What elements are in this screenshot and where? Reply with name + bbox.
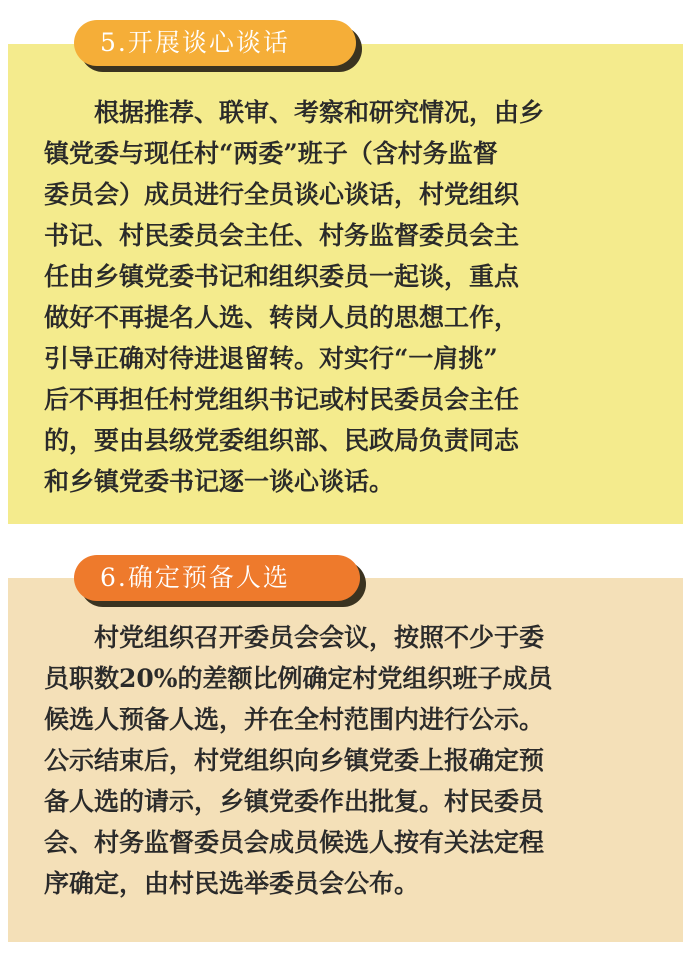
body-line: 引导正确对待进退留转。对实行“一肩挑” — [44, 344, 498, 373]
body-line: 员职数20%的差额比例确定村党组织班子成员 — [44, 664, 553, 693]
body-line: 序确定，由村民选举委员会公布。 — [44, 869, 420, 898]
body-line: 公示结束后，村党组织向乡镇党委上报确定预 — [44, 746, 545, 775]
body-line: 委员会）成员进行全员谈心谈话，村党组织 — [44, 180, 520, 209]
body-line: 任由乡镇党委书记和组织委员一起谈，重点 — [44, 262, 520, 291]
body-line: 镇党委与现任村“两委”班子（含村务监督 — [44, 139, 498, 168]
body-line: 书记、村民委员会主任、村务监督委员会主 — [44, 221, 520, 250]
body-line: 和乡镇党委书记逐一谈心谈话。 — [44, 467, 395, 496]
body-line: 候选人预备人选，并在全村范围内进行公示。 — [44, 705, 545, 734]
body-line: 做好不再提名人选、转岗人员的思想工作， — [44, 303, 520, 332]
body-line: 会、村务监督委员会成员候选人按有关法定程 — [44, 828, 545, 857]
section-title-5: 5.开展谈心谈话 — [74, 20, 356, 66]
body-line: 村党组织召开委员会会议，按照不少于委 — [44, 623, 545, 652]
body-line: 的，要由县级党委组织部、民政局负责同志 — [44, 426, 520, 455]
section-title-6: 6.确定预备人选 — [74, 555, 360, 601]
body-line: 根据推荐、联审、考察和研究情况，由乡 — [44, 98, 545, 127]
section-panel-5 — [8, 44, 683, 524]
body-line: 备人选的请示，乡镇党委作出批复。村民委员 — [44, 787, 545, 816]
section-panel-6 — [8, 578, 683, 942]
body-line: 后不再担任村党组织书记或村民委员会主任 — [44, 385, 520, 414]
